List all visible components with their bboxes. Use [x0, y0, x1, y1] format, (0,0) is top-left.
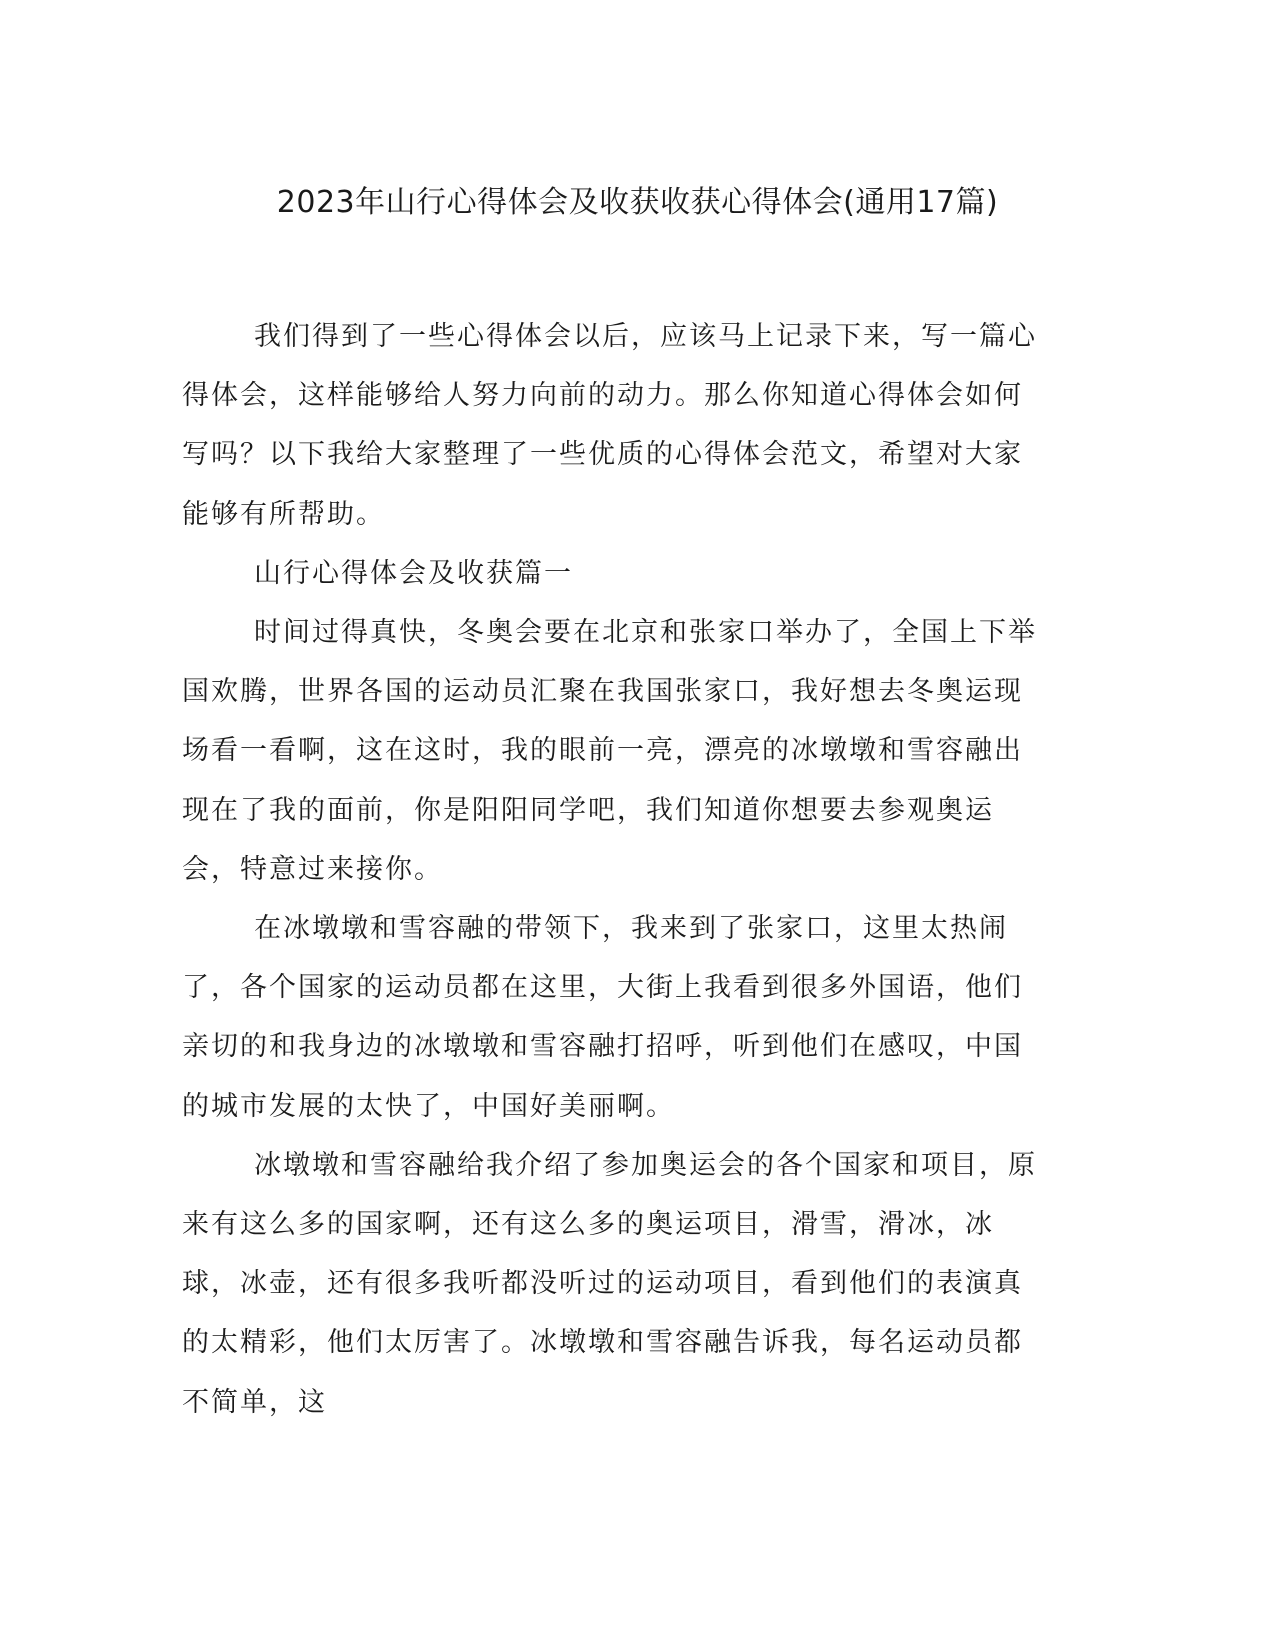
section-heading: 山行心得体会及收获篇一: [254, 557, 573, 589]
body-paragraph: 时间过得真快，冬奥会要在北京和张家口举办了，全国上下举国欢腾，世界各国的运动员汇聚在我国张家口，我好想去冬奥运现场看一看啊，这在这时，我的眼前一亮，漂亮的冰墩墩和雪容融出现在了我的面前，你是阳阳同学吧，我们知道你想要去参观奥运会，特意过来接你。: [182, 617, 1037, 885]
body-paragraph: 在冰墩墩和雪容融的带领下，我来到了张家口，这里太热闹了，各个国家的运动员都在这里，大街上我看到很多外国语，他们亲切的和我身边的冰墩墩和雪容融打招呼，听到他们在感叹，中国的城市发展的太快了，中国好美丽啊。: [182, 913, 1023, 1122]
body-paragraph: 冰墩墩和雪容融给我介绍了参加奥运会的各个国家和项目，原来有这么多的国家啊，还有这么多的奥运项目，滑雪，滑冰，冰球，冰壶，还有很多我听都没听过的运动项目，看到他们的表演真的太精彩，他们太厉害了。冰墩墩和雪容融告诉我，每名运动员都不简单，这: [182, 1149, 1037, 1418]
intro-paragraph: 我们得到了一些心得体会以后，应该马上记录下来，写一篇心得体会，这样能够给人努力向前的动力。那么你知道心得体会如何写吗？以下我给大家整理了一些优质的心得体会范文，希望对大家能够有所帮助。: [182, 321, 1037, 530]
document-body: [182, 307, 1042, 1432]
document-title: 2023年山行心得体会及收获收获心得体会(通用17篇): [276, 185, 999, 220]
